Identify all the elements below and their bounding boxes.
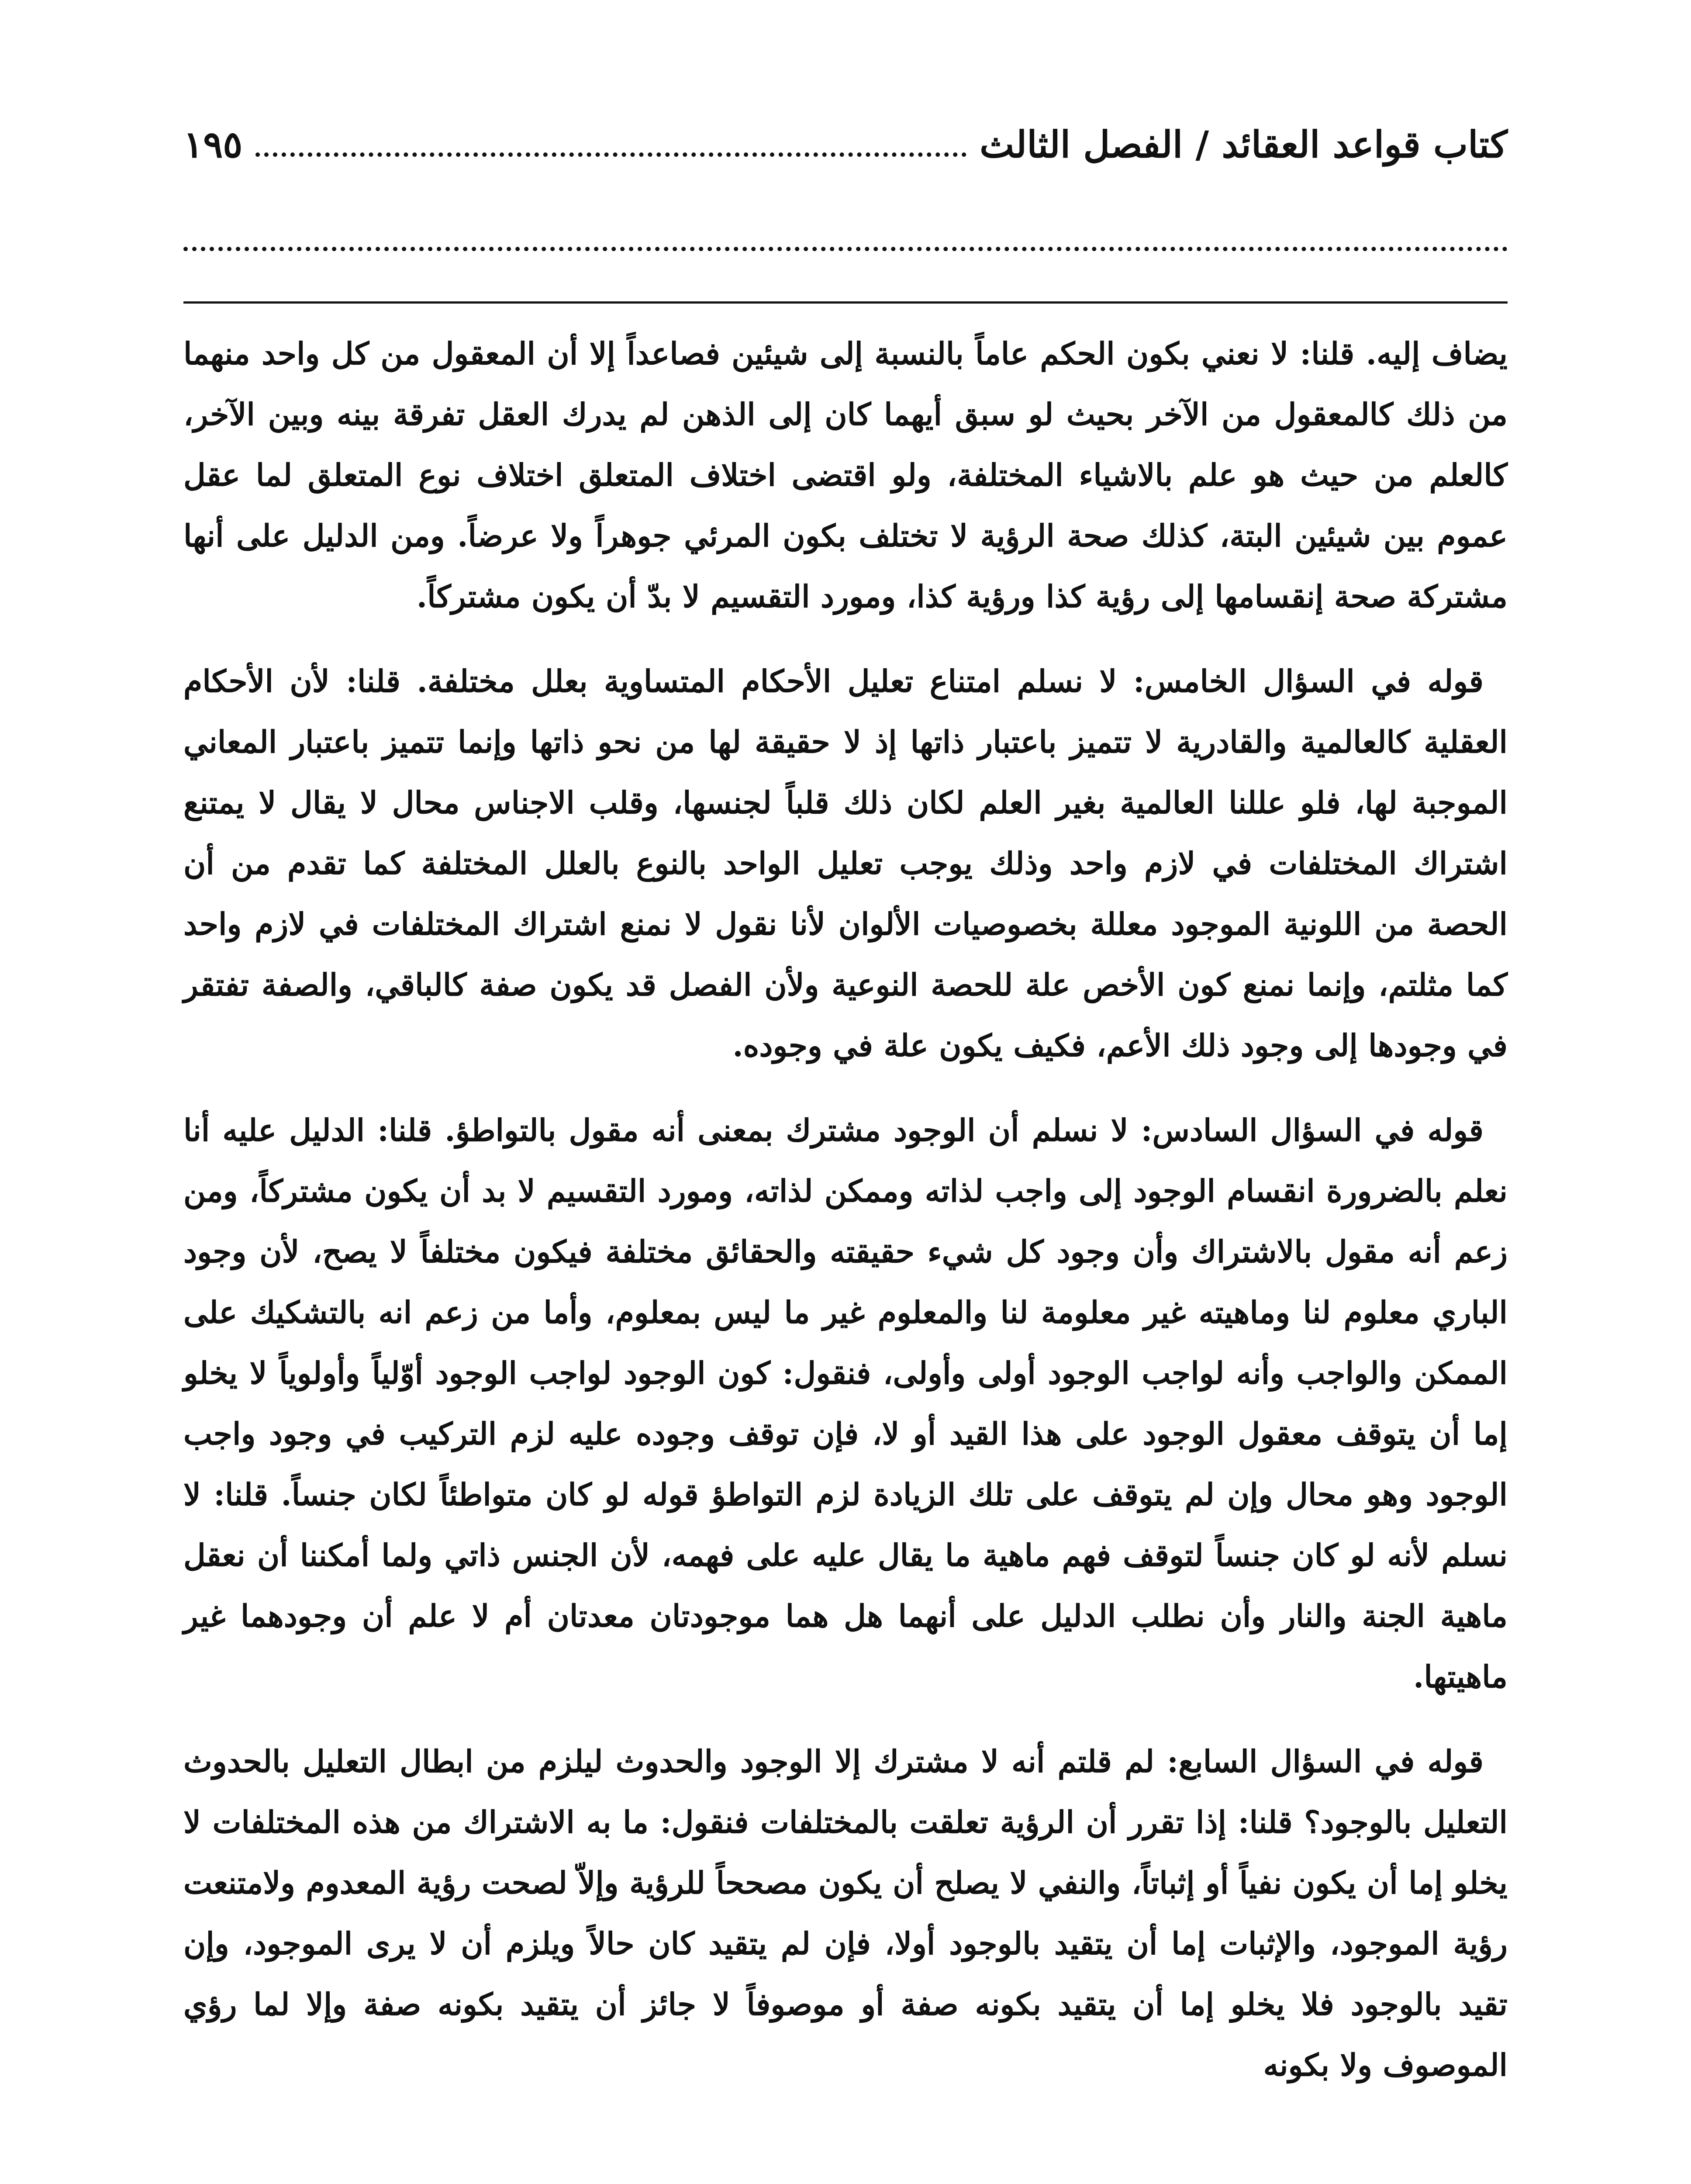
body-text (183, 323, 1508, 2119)
dotted-leader (255, 152, 966, 157)
header-divider (183, 301, 1508, 304)
page-number: ١٩٥ (183, 122, 243, 166)
running-header-title: كتاب قواعد العقائد / الفصل الثالث (980, 122, 1508, 166)
paragraph-2: قوله في السؤال الخامس: لا نسلم امتناع تعليل الأحكام المتساوية بعلل مختلفة. قلنا: لأن الأحكام العقلية كالعالمية والقادرية لا تتميز باعتبار ذاتها إذ لا حقيقة لها من نحو ذاتها وإنما تتميز باعتبار المعاني الموجبة لها، فلو عللنا العالمية بغير العلم لكان ذلك قلباً لجنسها، وقلب الاجناس محال لا يقال لا يمتنع اشتراك المختلفات في لازم واحد وذلك يوجب تعليل الواحد بالنوع بالعلل المختلفة كما تقدم من أن الحصة من اللونية الموجود معللة بخصوصيات الألوان لأنا نقول لا نمنع اشتراك المختلفات في لازم واحد كما مثلتم، وإنما نمنع كون الأخص علة للحصة النوعية ولأن الفصل قد يكون صفة كالباقي، والصفة تفتقر في وجودها إلى وجود ذلك الأعم، فكيف يكون علة في وجوده. (183, 663, 1508, 1064)
paragraph-1: يضاف إليه. قلنا: لا نعني بكون الحكم عاماً بالنسبة إلى شيئين فصاعداً إلا أن المعقول من كل واحد منهما من ذلك كالمعقول من الآخر بحيث لو سبق أيهما كان إلى الذهن لم يدرك العقل تفرقة بينه وبين الآخر، كالعلم من حيث هو علم بالاشياء المختلفة، ولو اقتضى اختلاف المتعلق اختلاف نوع المتعلق لما عقل عموم بين شيئين البتة، كذلك صحة الرؤية لا تختلف بكون المرئي جوهراً ولا عرضاً. ومن الدليل على أنها مشتركة صحة إنقسامها إلى رؤية كذا ورؤية كذا، ومورد التقسيم لا بدّ أن يكون مشتركاً. (183, 335, 1508, 615)
paragraph-4: قوله في السؤال السابع: لم قلتم أنه لا مشترك إلا الوجود والحدوث ليلزم من ابطال التعليل بالحدوث التعليل بالوجود؟ قلنا: إذا تقرر أن الرؤية تعلقت بالمختلفات فنقول: ما به الاشتراك من هذه المختلفات لا يخلو إما أن يكون نفياً أو إثباتاً، والنفي لا يصلح أن يكون مصححاً للرؤية وإلاّ لصحت رؤية المعدوم ولامتنعت رؤية الموجود، والإثبات إما أن يتقيد بالوجود أولا، فإن لم يتقيد كان حالاً ويلزم أن لا يرى الموجود، وإن تقيد بالوجود فلا يخلو إما أن يتقيد بكونه صفة أو موصوفاً لا جائز أن يتقيد بكونه صفة وإلا لما رؤي الموصوف ولا بكونه (183, 1743, 1508, 2083)
paragraph-3: قوله في السؤال السادس: لا نسلم أن الوجود مشترك بمعنى أنه مقول بالتواطؤ. قلنا: الدليل عليه أنا نعلم بالضرورة انقسام الوجود إلى واجب لذاته وممكن لذاته، ومورد التقسيم لا بد أن يكون مشتركاً، ومن زعم أنه مقول بالاشتراك وأن وجود كل شيء حقيقته والحقائق مختلفة فيكون مختلفاً لا يصح، لأن وجود الباري معلوم لنا وماهيته غير معلومة لنا والمعلوم غير ما ليس بمعلوم، وأما من زعم انه بالتشكيك على الممكن والواجب وأنه لواجب الوجود أولى وأولى، فنقول: كون الوجود لواجب الوجود أوّلياً وأولوياً لا يخلو إما أن يتوقف معقول الوجود على هذا القيد أو لا، فإن توقف وجوده عليه لزم التركيب في وجود واجب الوجود وهو محال وإن لم يتوقف على تلك الزيادة لزم التواطؤ قوله لو كان متواطئاً لكان جنساً. قلنا: لا نسلم لأنه لو كان جنساً لتوقف فهم ماهية ما يقال عليه على فهمه، لأن الجنس ذاتي ولما أمكننا أن نعقل ماهية الجنة والنار وأن نطلب الدليل على أنهما هل هما موجودتان معدتان أم لا علم أن وجودهما غير ماهيتها. (183, 1112, 1508, 1695)
running-header (183, 111, 1508, 177)
dotted-rule (183, 247, 1508, 251)
